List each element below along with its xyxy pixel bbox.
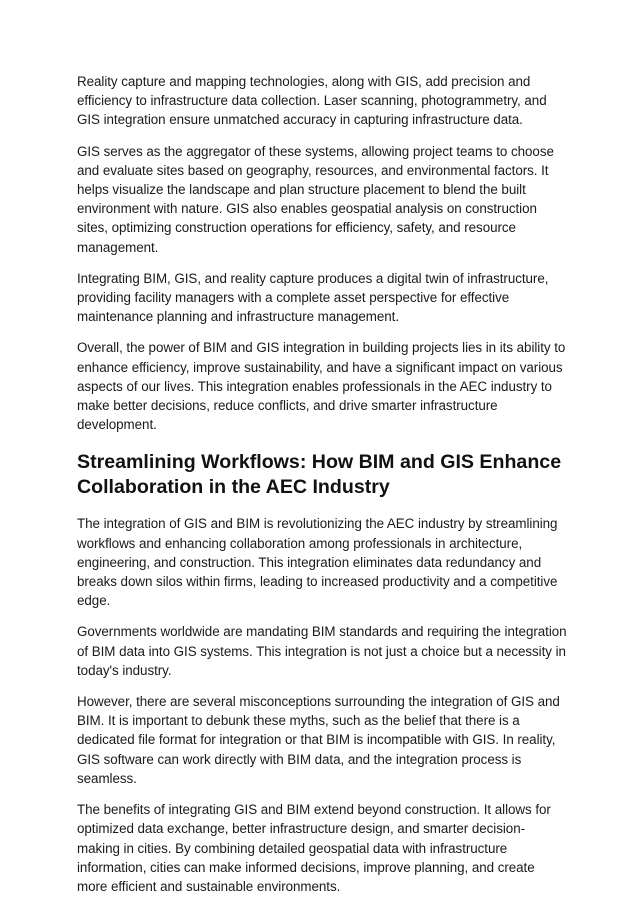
paragraph-reality-capture: Reality capture and mapping technologies, along with GIS, add precision and efficiency to infrastructure data collection. Laser scanning, photogrammetry, and GIS integration ensure unmatched accuracy in capturing infrastructure data. (77, 74, 547, 128)
paragraph-governments: Governments worldwide are mandating BIM standards and requiring the integration of BIM data into GIS systems. This integration is not just a choice but a necessity in today's industry. (77, 624, 567, 678)
paragraph-revolutionizing: The integration of GIS and BIM is revolutionizing the AEC industry by streamlining workflows and enhancing collaboration among professionals in architecture, engineering, and construction. This integration eliminates data redundancy and breaks down silos within firms, leading to increased productivity and a competitive edge. (77, 516, 558, 609)
paragraph-gis-aggregator: GIS serves as the aggregator of these systems, allowing project teams to choose and evaluate sites based on geography, resources, and environmental factors. It helps visualize the landscape and plan structure placement to blend the built environment with nature. GIS also enables geospatial analysis on construction sites, optimizing construction operations for efficiency, safety, and resource management. (77, 143, 554, 255)
paragraph-overall: Overall, the power of BIM and GIS integration in building projects lies in its ability to enhance efficiency, improve sustainability, and have a significant impact on various aspects of our lives. This integration enables professionals in the AEC industry to make better decisions, reduce conflicts, and drive smarter infrastructure development. (77, 340, 566, 433)
document-page (77, 72, 567, 908)
paragraph-digital-twin: Integrating BIM, GIS, and reality capture produces a digital twin of infrastructure, providing facility managers with a complete asset perspective for effective maintenance planning and infrastructure management. (77, 270, 549, 325)
section-heading: Streamlining Workflows: How BIM and GIS Enhance Collaboration in the AEC Industry (77, 451, 562, 499)
paragraph-misconceptions: However, there are several misconceptions surrounding the integration of GIS and BIM. It is important to debunk these myths, such as the belief that there is a dedicated file format for integration or that BIM is incompatible with GIS. In reality, GIS software can work directly with BIM data, and the integration process is seamless. (77, 694, 560, 786)
paragraph-benefits: The benefits of integrating GIS and BIM extend beyond construction. It allows for optimized data exchange, better infrastructure design, and smarter decision-making in cities. By combining detailed geospatial data with infrastructure information, cities can make informed decisions, improve planning, and create more efficient and sustainable environments. (77, 802, 551, 894)
